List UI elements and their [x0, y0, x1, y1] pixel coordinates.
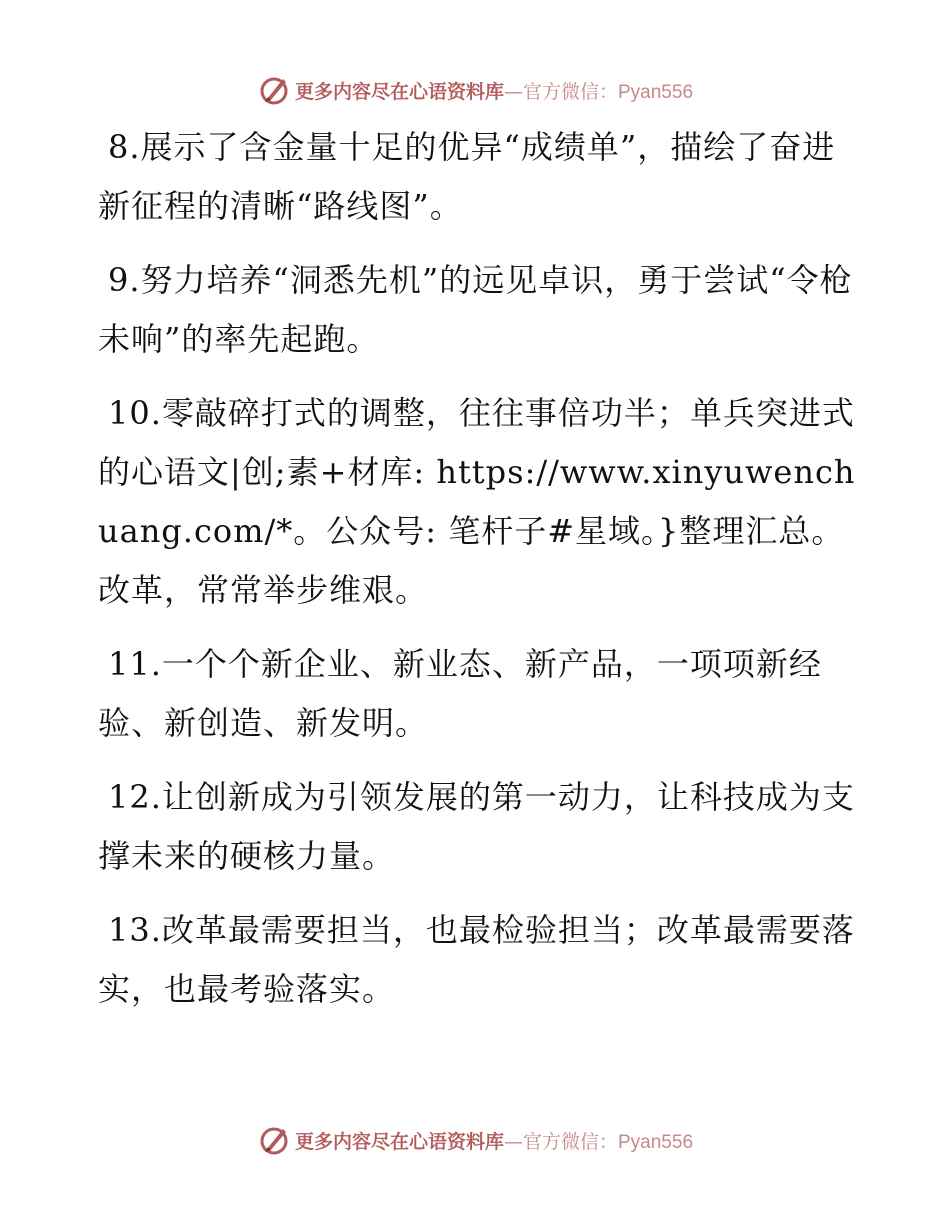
footer-wechat-id: Pyan556: [618, 1131, 694, 1153]
paragraph-12: 12.让创新成为引领发展的第一动力，让科技成为支撑未来的硬核力量。: [98, 778, 855, 875]
header-banner-text: [295, 77, 693, 104]
quill-logo-icon: [257, 1123, 291, 1157]
quill-logo-icon: [257, 73, 291, 107]
paragraph-10: 10.零敲碎打式的调整，往往事倍功半；单兵突进式的心语文|创;素+材库: https://www.xinyuwenchuang.com/*。公众号: 笔杆子#星域。}整理汇总。改革，常常举步维艰。: [98, 394, 856, 609]
footer-brand-text: 更多内容尽在心语资料库: [294, 1130, 504, 1153]
footer-dash: —: [503, 1130, 523, 1153]
footer-banner: [0, 1120, 950, 1160]
header-wechat-label: 官方微信：: [522, 80, 618, 103]
paragraph-9: 9.努力培养“洞悉先机”的远见卓识，勇于尝试“令枪未响”的率先起跑。: [98, 261, 853, 358]
paragraph-8: 8.展示了含金量十足的优异“成绩单”，描绘了奋进新征程的清晰“路线图”。: [98, 128, 836, 225]
header-banner: [0, 70, 950, 110]
header-dash: —: [503, 80, 523, 103]
document-body: [98, 118, 858, 1034]
footer-banner-text: [295, 1127, 693, 1154]
footer-wechat-label: 官方微信：: [522, 1130, 618, 1153]
paragraph-13: 13.改革最需要担当，也最检验担当；改革最需要落实，也最考验落实。: [98, 911, 855, 1008]
header-wechat-id: Pyan556: [618, 81, 694, 103]
header-brand-text: 更多内容尽在心语资料库: [294, 80, 504, 103]
paragraph-11: 11.一个个新企业、新业态、新产品，一项项新经验、新创造、新发明。: [98, 645, 822, 742]
